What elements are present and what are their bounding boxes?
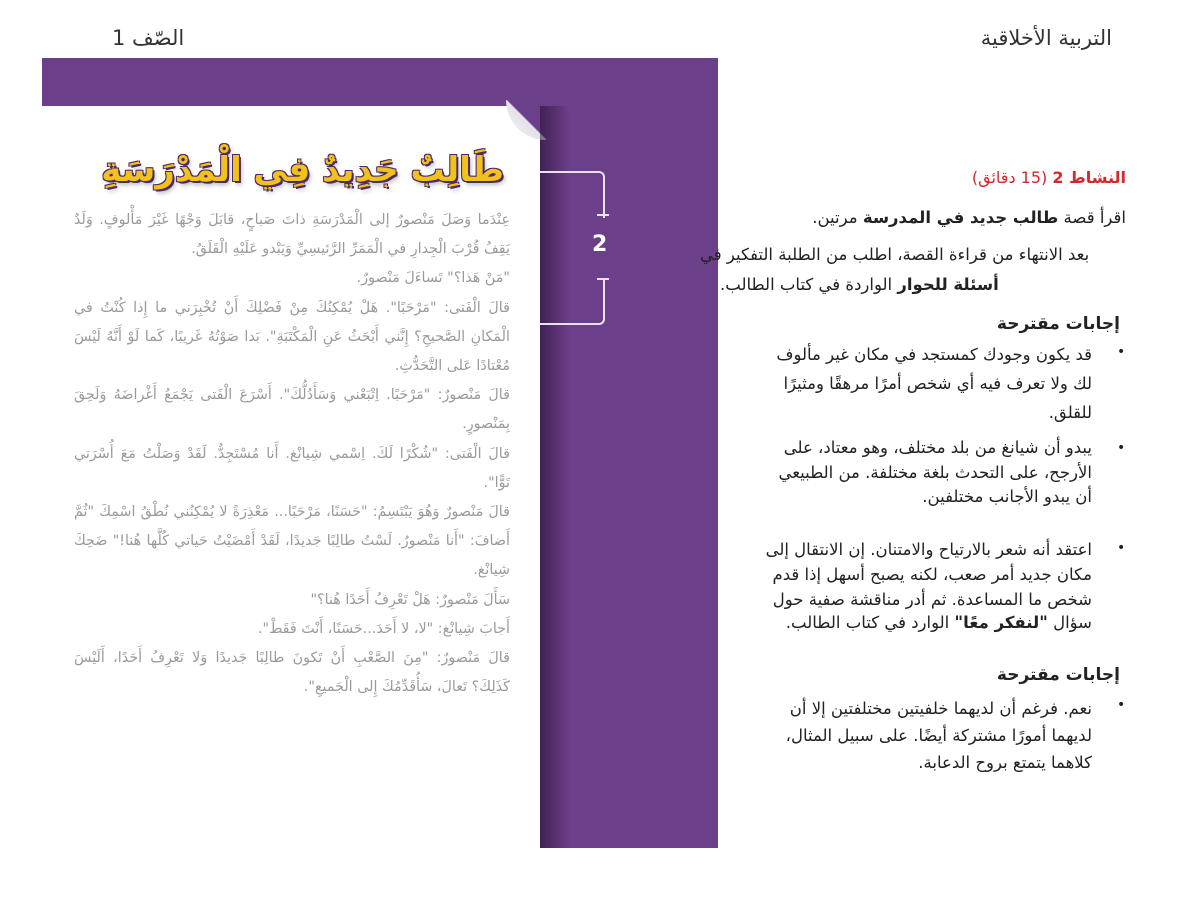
page-bracket-bottom <box>540 278 605 325</box>
activity-title <box>972 166 1126 190</box>
answer-line: قد يكون وجودك كمستجد في مكان غير مألوف <box>776 345 1092 364</box>
answer-text: الوارد في كتاب الطالب. <box>785 613 950 632</box>
activity-time: (15 دقائق) <box>971 168 1048 187</box>
answer-1 <box>776 340 1092 427</box>
instruction-line-1 <box>812 206 1126 230</box>
story-paragraph: سَأَلَ مَنْصورٌ: هَلْ تَعْرِفُ أَحَدًا هُنا؟" <box>310 591 510 608</box>
answer-line: للقلق. <box>1048 403 1092 422</box>
instruction-text: الواردة في كتاب الطالب. <box>720 275 893 294</box>
answer-2 <box>778 436 1092 510</box>
answer-line: أن يبدو الأجانب مختلفين. <box>922 487 1092 506</box>
answer-line: اعتقد أنه شعر بالارتياح والامتنان. إن الانتقال إلى <box>765 540 1092 559</box>
story-name-bold: طالب جديد في المدرسة <box>862 208 1059 227</box>
answers-heading-2: إجابات مقترحة <box>996 665 1120 685</box>
bullet-icon: • <box>1117 540 1126 556</box>
answer-line: مكان جديد أمر صعب، لكنه يصبح أسهل إذا قدم <box>772 565 1092 584</box>
instruction-text: اقرأ قصة <box>1063 208 1126 227</box>
page-number: 2 <box>592 232 608 257</box>
story-paragraph: قالَ الْفَتى: "مَرْحَبًا". هَلْ يُمْكِنُكَ مِنْ فَضْلِكَ أَنْ تُخْبِرَني ما إِذا كُنْتُ في الْمَكانِ الصَّحيحِ؟ إِنَّني أَبْحَثُ عَنِ الْمَكْتَبَةِ". بَدا صَوْتُهُ غَريبًا، كَما لَوْ أَنَّهُ لَيْسَ مُعْتادًا عَلى التَّحَدُّثِ. <box>74 299 510 375</box>
answer-line: الأرجح، على التحدث بلغة مختلفة. من الطبيعي <box>778 462 1092 482</box>
story-page <box>42 106 540 848</box>
bullet-icon: • <box>1117 344 1126 360</box>
answer-text: سؤال <box>1053 613 1092 632</box>
page-bracket-top <box>540 171 605 218</box>
bullet-icon: • <box>1117 697 1126 713</box>
story-title: طَالِبٌ جَدِيدٌ فِي الْمَدْرَسَةِ <box>101 150 504 190</box>
story-paragraph: قالَ مَنْصورٌ وَهُوَ يَبْتَسِمُ: "حَسَنًا، مَرْحَبًا... مَعْذِرَةً لا يُمْكِنُني نُطْقُ اسْمِكَ "ثُمَّ أَضافَ: "أَنا مَنْصورٌ. لَسْتُ طالِبًا جَديدًا، لَقَدْ أَمْضَيْتُ حَياتي كُلَّها هُنا!" ضَحِكَ شِيانْغ. <box>74 504 510 579</box>
story-body <box>74 206 510 702</box>
answer-4 <box>786 695 1092 776</box>
answer-line: شخص ما المساعدة. ثم أدر مناقشة صفية حول <box>772 590 1092 609</box>
answer-line: نعم. فرغم أن لديهما خلفيتين مختلفتين إلا أن <box>789 699 1092 718</box>
story-paragraph: قالَ الْفَتى: "شُكْرًا لَكَ. اِسْمي شِيانْغ. أَنا مُسْتَجِدٌّ. لَقَدْ وَصَلْتُ مَعَ أُسْرَتي تَوًّا". <box>74 445 510 491</box>
story-paragraph: "مَنْ هَذا؟" تَساءَلَ مَنْصورٌ. <box>356 270 510 287</box>
questions-bold: أسئلة للحوار <box>897 275 999 294</box>
answer-line: لديهما أمورًا مشتركة أيضًا. على سبيل المثال، <box>785 726 1092 745</box>
answer-line: يبدو أن شيانغ من بلد مختلف، وهو معتاد، على <box>783 438 1092 457</box>
bullet-icon: • <box>1117 440 1126 456</box>
answer-3-tail <box>786 613 1092 632</box>
answers-heading: إجابات مقترحة <box>996 314 1120 334</box>
answer-line: كلاهما يتمتع بروح الدعابة. <box>918 753 1092 772</box>
answer-line: لك ولا تعرف فيه أي شخص أمرًا مرهقًا ومثيرًا <box>783 374 1092 393</box>
activity-label: النشاط 2 <box>1052 168 1126 187</box>
story-paragraph: قالَ مَنْصورٌ: "مِنَ الصَّعْبِ أَنْ تَكونَ طالِبًا جَديدًا وَلا تَعْرِفُ أَحَدًا، أَلَيْسَ كَذَلِكَ؟ تَعالَ، سَأُقَدِّمُكَ إِلى الْجَميعِ". <box>74 650 510 696</box>
answer-3 <box>766 537 1092 612</box>
story-paragraph: قالَ مَنْصورٌ: "مَرْحَبًا. اِتْبَعْني وَسَأَدُلُّكَ". أَسْرَعَ الْفَتى يَجْمَعُ أَغْراضَهُ وَلَحِقَ بِمَنْصورٍ. <box>74 387 510 433</box>
story-paragraph: عِنْدَما وَصَلَ مَنْصورٌ إلى الْمَدْرَسَةِ ذاتَ صَباحٍ، قابَلَ وَجْهًا غَيْرَ مَأْلوفٍ. وَلَدٌ يَقِفُ قُرْبَ الْجِدارِ في الْمَمَرِّ الرَّئيسِيِّ وَيَبْدو عَلَيْهِ الْقَلَقُ. <box>74 212 510 258</box>
story-paragraph: أَجابَ شِيانْغ: "لا، لا أَحَدَ...حَسَنًا، أَنْتَ فَقَطْ". <box>257 620 510 637</box>
bracket-tick <box>597 214 609 216</box>
instruction-line-3 <box>720 273 999 297</box>
instruction-text: مرتين. <box>812 208 858 227</box>
subject-header: التربية الأخلاقية <box>980 26 1112 50</box>
instruction-line-2: بعد الانتهاء من قراءة القصة، اطلب من الطلبة التفكير في <box>700 245 1090 264</box>
think-together-bold: "لنفكر معًا" <box>954 613 1048 632</box>
grade-header: الصّف 1 <box>112 26 185 50</box>
